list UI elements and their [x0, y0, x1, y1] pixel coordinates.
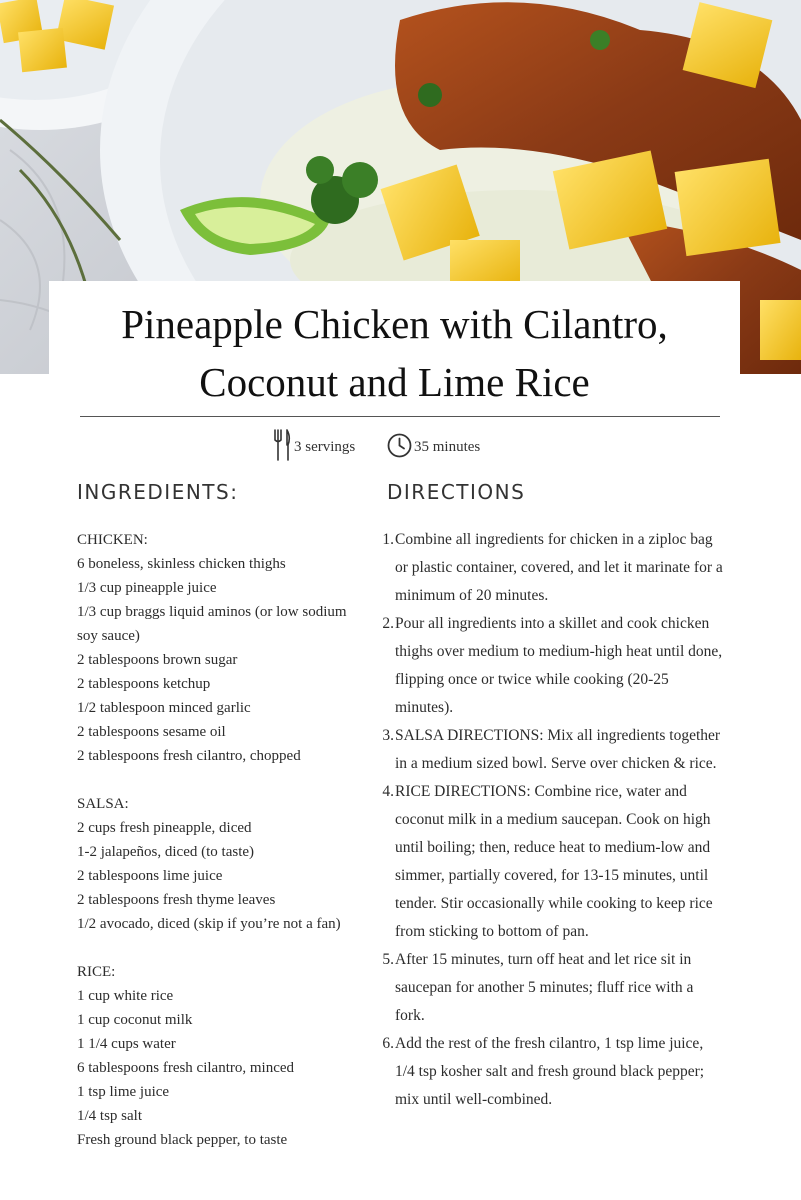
- ingredients-heading: INGREDIENTS:: [77, 480, 239, 504]
- step-text: Add the rest of the fresh cilantro, 1 tsp lime juice, 1/4 tsp kosher salt and fresh ground black pepper; mix until well-combined.: [395, 1035, 705, 1108]
- ingredient-item: 1 cup coconut milk: [77, 1012, 193, 1028]
- ingredient-item: 1/3 cup braggs liquid aminos (or low sodium soy sauce): [77, 604, 347, 644]
- ingredient-item: 6 tablespoons fresh cilantro, minced: [77, 1060, 295, 1076]
- direction-step: [380, 610, 725, 722]
- step-number: 5 .: [380, 946, 394, 974]
- direction-step: [380, 946, 725, 1030]
- ingredient-group-title: CHICKEN:: [77, 532, 148, 548]
- step-number: 3 .: [380, 722, 394, 750]
- step-text: SALSA DIRECTIONS: Mix all ingredients together in a medium sized bowl. Serve over chicken & rice.: [395, 727, 721, 772]
- directions-heading: DIRECTIONS: [387, 480, 526, 504]
- ingredient-item: 1 cup white rice: [77, 988, 174, 1004]
- step-text: Pour all ingredients into a skillet and cook chicken thighs over medium to medium-high heat until done, flipping once or twice while cooking (20-25 minutes).: [395, 615, 723, 716]
- ingredient-item: 2 tablespoons fresh thyme leaves: [77, 892, 276, 908]
- servings-text: 3 servings: [294, 438, 356, 455]
- recipe-title: [49, 295, 740, 411]
- servings-meta: [272, 430, 355, 464]
- step-text: RICE DIRECTIONS: Combine rice, water and coconut milk in a medium saucepan. Cook on high until boiling; then, reduce heat to medium-low and simmer, partially covered, for 13-15 minutes, until tender. Stir occasionally while cooking to keep rice from sticking to bottom of pan.: [395, 783, 713, 940]
- ingredient-item: 2 cups fresh pineapple, diced: [77, 820, 252, 836]
- title-line-1: Pineapple Chicken with Cilantro,: [121, 301, 668, 347]
- ingredient-group-rice: [77, 960, 367, 1152]
- ingredient-item: 1 1/4 cups water: [77, 1036, 176, 1052]
- direction-step: [380, 526, 725, 610]
- step-text: Combine all ingredients for chicken in a ziploc bag or plastic container, covered, and let it marinate for a minimum of 20 minutes.: [395, 531, 723, 604]
- ingredient-item: Fresh ground black pepper, to taste: [77, 1132, 288, 1148]
- step-number: 4 .: [380, 778, 394, 806]
- ingredient-item: 2 tablespoons fresh cilantro, chopped: [77, 748, 301, 764]
- time-meta: [387, 430, 480, 464]
- title-divider: [80, 416, 720, 417]
- ingredient-item: 2 tablespoons lime juice: [77, 868, 223, 884]
- title-line-2: Coconut and Lime Rice: [199, 359, 590, 405]
- direction-step: [380, 778, 725, 946]
- ingredient-item: 1/4 tsp salt: [77, 1108, 143, 1124]
- direction-step: [380, 722, 725, 778]
- step-number: 2 .: [380, 610, 394, 638]
- title-card: [49, 281, 740, 411]
- ingredient-item: 1/2 avocado, diced (skip if you’re not a fan): [77, 916, 341, 932]
- step-number: 1 .: [380, 526, 394, 554]
- ingredient-item: 2 tablespoons brown sugar: [77, 652, 238, 668]
- ingredient-item: 1/3 cup pineapple juice: [77, 580, 217, 596]
- ingredient-item: 1-2 jalapeños, diced (to taste): [77, 844, 255, 860]
- direction-step: [380, 1030, 725, 1114]
- ingredient-group-chicken: [77, 528, 367, 768]
- clock-icon: [387, 433, 412, 462]
- ingredient-item: 2 tablespoons ketchup: [77, 676, 211, 692]
- ingredient-group-title: SALSA:: [77, 796, 129, 812]
- step-number: 6 .: [380, 1030, 394, 1058]
- ingredients-list: [77, 528, 367, 1176]
- ingredient-group-salsa: [77, 792, 367, 936]
- directions-list: [380, 526, 725, 1114]
- ingredient-group-title: RICE:: [77, 964, 116, 980]
- ingredient-item: 1/2 tablespoon minced garlic: [77, 700, 251, 716]
- fork-knife-icon: [272, 429, 292, 465]
- ingredient-item: 1 tsp lime juice: [77, 1084, 170, 1100]
- step-text: After 15 minutes, turn off heat and let rice sit in saucepan for another 5 minutes; fluff rice with a fork.: [395, 951, 694, 1024]
- time-text: 35 minutes: [414, 438, 481, 455]
- ingredient-item: 2 tablespoons sesame oil: [77, 724, 226, 740]
- ingredient-item: 6 boneless, skinless chicken thighs: [77, 556, 286, 572]
